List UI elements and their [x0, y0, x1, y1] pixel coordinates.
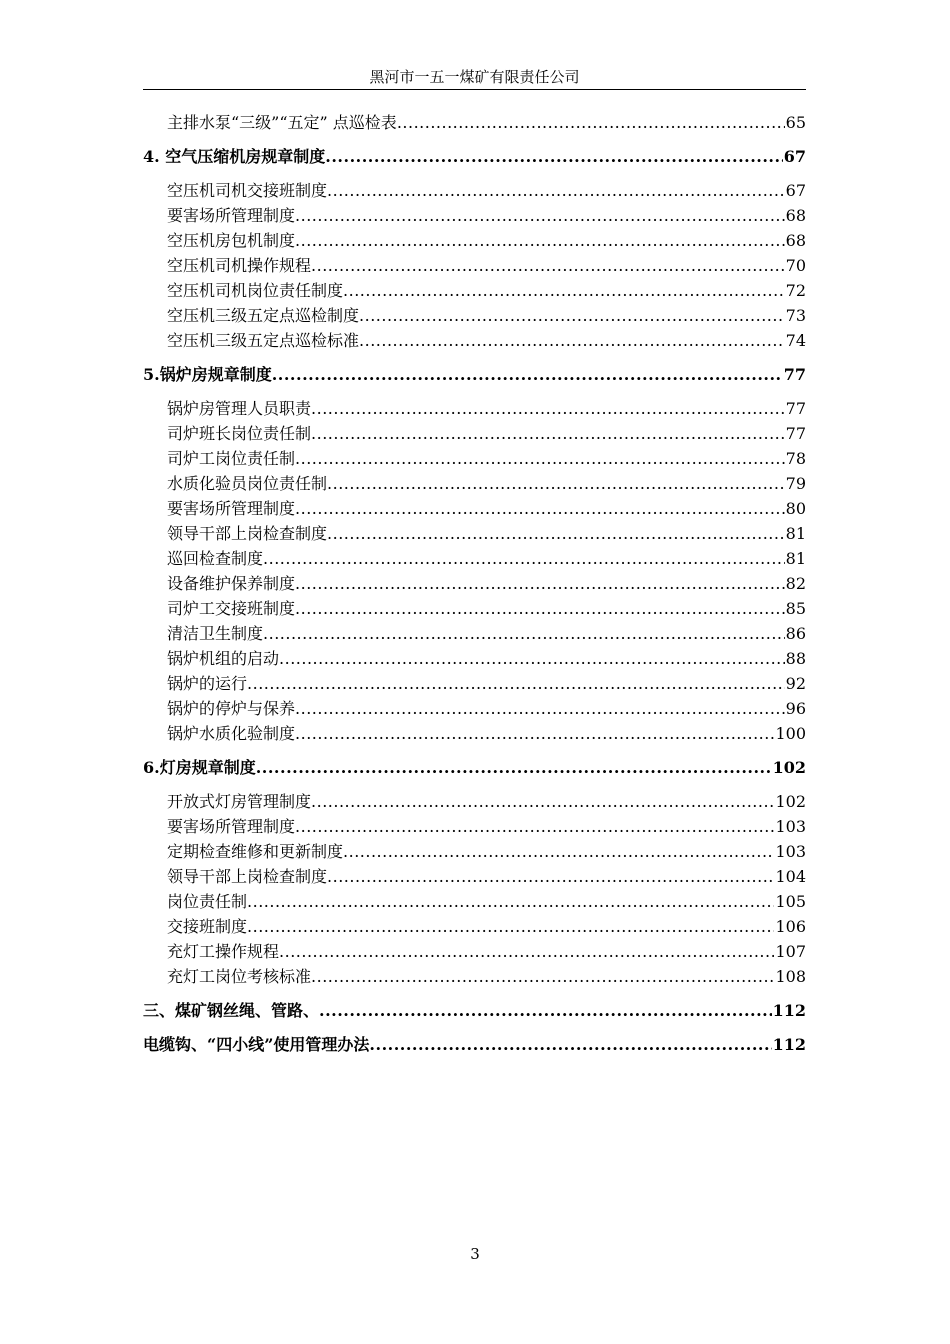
toc-page-number: 65: [785, 113, 806, 132]
toc-entry-title: 开放式灯房管理制度: [167, 792, 312, 811]
toc-entry[interactable]: [143, 396, 806, 421]
toc-section-entry[interactable]: [143, 1032, 806, 1057]
toc-dot-leader: [295, 446, 785, 471]
toc-section-entry[interactable]: [143, 755, 806, 780]
toc-entry[interactable]: [143, 178, 806, 203]
toc-entry[interactable]: [143, 328, 806, 353]
toc-dot-leader: [247, 671, 785, 696]
toc-entry-title: 锅炉机组的启动: [167, 649, 280, 668]
toc-entry[interactable]: [143, 446, 806, 471]
toc-entry[interactable]: [143, 110, 806, 135]
toc-page-number: 67: [783, 147, 806, 166]
toc-entry-title: 空压机司机交接班制度: [167, 181, 328, 200]
toc-dot-leader: [311, 253, 785, 278]
toc-entry-title: 电缆钩、“四小线”使用管理办法: [143, 1035, 370, 1054]
toc-entry[interactable]: [143, 914, 806, 939]
toc-page-number: 77: [785, 424, 806, 443]
toc-entry[interactable]: [143, 228, 806, 253]
toc-dot-leader: [327, 864, 774, 889]
table-of-contents: [143, 110, 806, 1066]
toc-entry-title: 要害场所管理制度: [167, 817, 296, 836]
toc-dot-leader: [295, 496, 785, 521]
toc-dot-leader: [295, 228, 785, 253]
toc-page-number: 81: [785, 549, 806, 568]
header-rule: [143, 89, 806, 90]
toc-entry[interactable]: [143, 303, 806, 328]
toc-dot-leader: [295, 696, 785, 721]
toc-entry-title: 交接班制度: [167, 917, 248, 936]
toc-entry-title: 4. 空气压缩机房规章制度: [143, 147, 326, 166]
toc-entry-title: 要害场所管理制度: [167, 499, 296, 518]
toc-entry[interactable]: [143, 471, 806, 496]
toc-page-number: 96: [785, 699, 806, 718]
toc-page-number: 112: [772, 1001, 806, 1020]
toc-entry[interactable]: [143, 839, 806, 864]
toc-entry[interactable]: [143, 278, 806, 303]
toc-entry[interactable]: [143, 546, 806, 571]
toc-dot-leader: [279, 646, 785, 671]
toc-dot-leader: [327, 521, 785, 546]
toc-dot-leader: [295, 203, 785, 228]
toc-dot-leader: [311, 421, 785, 446]
toc-entry-title: 设备维护保养制度: [167, 574, 296, 593]
toc-entry-title: 锅炉房管理人员职责: [167, 399, 312, 418]
toc-entry[interactable]: [143, 696, 806, 721]
toc-page-number: 105: [775, 892, 806, 911]
page-number: 3: [470, 1245, 480, 1263]
toc-entry-title: 司炉工交接班制度: [167, 599, 296, 618]
toc-page-number: 82: [785, 574, 806, 593]
toc-entry-title: 领导干部上岗检查制度: [167, 867, 328, 886]
toc-entry-title: 充灯工操作规程: [167, 942, 280, 961]
toc-page-number: 102: [772, 758, 806, 777]
toc-entry[interactable]: [143, 596, 806, 621]
toc-entry[interactable]: [143, 253, 806, 278]
toc-page-number: 77: [783, 365, 806, 384]
toc-section-entry[interactable]: [143, 998, 806, 1023]
toc-entry-title: 岗位责任制: [167, 892, 248, 911]
toc-dot-leader: [359, 328, 785, 353]
toc-entry[interactable]: [143, 864, 806, 889]
toc-entry[interactable]: [143, 964, 806, 989]
toc-page-number: 85: [785, 599, 806, 618]
toc-dot-leader: [397, 110, 785, 135]
toc-dot-leader: [263, 546, 785, 571]
toc-entry[interactable]: [143, 646, 806, 671]
toc-page-number: 103: [775, 817, 806, 836]
toc-entry-title: 6.灯房规章制度: [143, 758, 256, 777]
toc-dot-leader: [295, 571, 785, 596]
toc-dot-leader: [327, 471, 785, 496]
toc-entry-title: 领导干部上岗检查制度: [167, 524, 328, 543]
toc-dot-leader: [263, 621, 785, 646]
toc-entry[interactable]: [143, 939, 806, 964]
toc-entry-title: 主排水泵“三级”“五定” 点巡检表: [167, 113, 397, 132]
toc-dot-leader: [295, 721, 774, 746]
toc-entry-title: 空压机房包机制度: [167, 231, 296, 250]
toc-page-number: 80: [785, 499, 806, 518]
toc-dot-leader: [247, 889, 774, 914]
toc-dot-leader: [247, 914, 774, 939]
toc-page-number: 92: [785, 674, 806, 693]
toc-dot-leader: [327, 178, 785, 203]
toc-dot-leader: [311, 396, 785, 421]
toc-dot-leader: [369, 1032, 771, 1057]
toc-entry-title: 要害场所管理制度: [167, 206, 296, 225]
toc-entry[interactable]: [143, 721, 806, 746]
toc-page-number: 108: [775, 967, 806, 986]
toc-page-number: 81: [785, 524, 806, 543]
toc-page-number: 72: [785, 281, 806, 300]
toc-page-number: 79: [785, 474, 806, 493]
toc-entry[interactable]: [143, 203, 806, 228]
toc-entry[interactable]: [143, 814, 806, 839]
toc-page-number: 67: [785, 181, 806, 200]
toc-dot-leader: [343, 278, 785, 303]
toc-entry[interactable]: [143, 671, 806, 696]
toc-entry[interactable]: [143, 571, 806, 596]
toc-entry[interactable]: [143, 521, 806, 546]
toc-section-entry[interactable]: [143, 362, 806, 387]
toc-entry-title: 空压机司机操作规程: [167, 256, 312, 275]
toc-page-number: 102: [775, 792, 806, 811]
toc-entry-title: 锅炉的运行: [167, 674, 248, 693]
toc-page-number: 73: [785, 306, 806, 325]
toc-dot-leader: [295, 596, 785, 621]
toc-entry-title: 锅炉水质化验制度: [167, 724, 296, 743]
toc-page-number: 100: [775, 724, 806, 743]
toc-page-number: 68: [785, 206, 806, 225]
toc-entry[interactable]: [143, 621, 806, 646]
toc-section-entry[interactable]: [143, 144, 806, 169]
toc-page-number: 107: [775, 942, 806, 961]
toc-entry-title: 水质化验员岗位责任制: [167, 474, 328, 493]
page-header: 黑河市一五一煤矿有限责任公司: [369, 68, 580, 86]
toc-dot-leader: [279, 939, 774, 964]
toc-dot-leader: [359, 303, 785, 328]
toc-entry-title: 锅炉的停炉与保养: [167, 699, 296, 718]
toc-page-number: 88: [785, 649, 806, 668]
toc-dot-leader: [343, 839, 774, 864]
toc-dot-leader: [272, 362, 783, 387]
toc-page-number: 112: [772, 1035, 806, 1054]
toc-dot-leader: [311, 789, 774, 814]
toc-page-number: 106: [775, 917, 806, 936]
toc-entry-title: 充灯工岗位考核标准: [167, 967, 312, 986]
toc-dot-leader: [256, 755, 772, 780]
toc-entry-title: 司炉班长岗位责任制: [167, 424, 312, 443]
toc-dot-leader: [325, 144, 782, 169]
toc-entry-title: 空压机三级五定点巡检标准: [167, 331, 360, 350]
toc-entry-title: 巡回检查制度: [167, 549, 264, 568]
toc-page-number: 70: [785, 256, 806, 275]
toc-entry-title: 清洁卫生制度: [167, 624, 264, 643]
toc-page-number: 104: [775, 867, 806, 886]
toc-page-number: 77: [785, 399, 806, 418]
toc-entry-title: 空压机司机岗位责任制度: [167, 281, 344, 300]
toc-page-number: 86: [785, 624, 806, 643]
toc-entry-title: 5.锅炉房规章制度: [143, 365, 272, 384]
toc-page-number: 74: [785, 331, 806, 350]
toc-entry-title: 定期检查维修和更新制度: [167, 842, 344, 861]
toc-dot-leader: [295, 814, 774, 839]
toc-entry[interactable]: [143, 421, 806, 446]
toc-entry[interactable]: [143, 496, 806, 521]
toc-entry[interactable]: [143, 789, 806, 814]
toc-entry-title: 三、煤矿钢丝绳、管路、: [143, 1001, 320, 1020]
toc-page-number: 78: [785, 449, 806, 468]
toc-dot-leader: [311, 964, 774, 989]
toc-dot-leader: [319, 998, 772, 1023]
toc-page-number: 103: [775, 842, 806, 861]
toc-page-number: 68: [785, 231, 806, 250]
toc-entry-title: 司炉工岗位责任制: [167, 449, 296, 468]
toc-entry-title: 空压机三级五定点巡检制度: [167, 306, 360, 325]
toc-entry[interactable]: [143, 889, 806, 914]
